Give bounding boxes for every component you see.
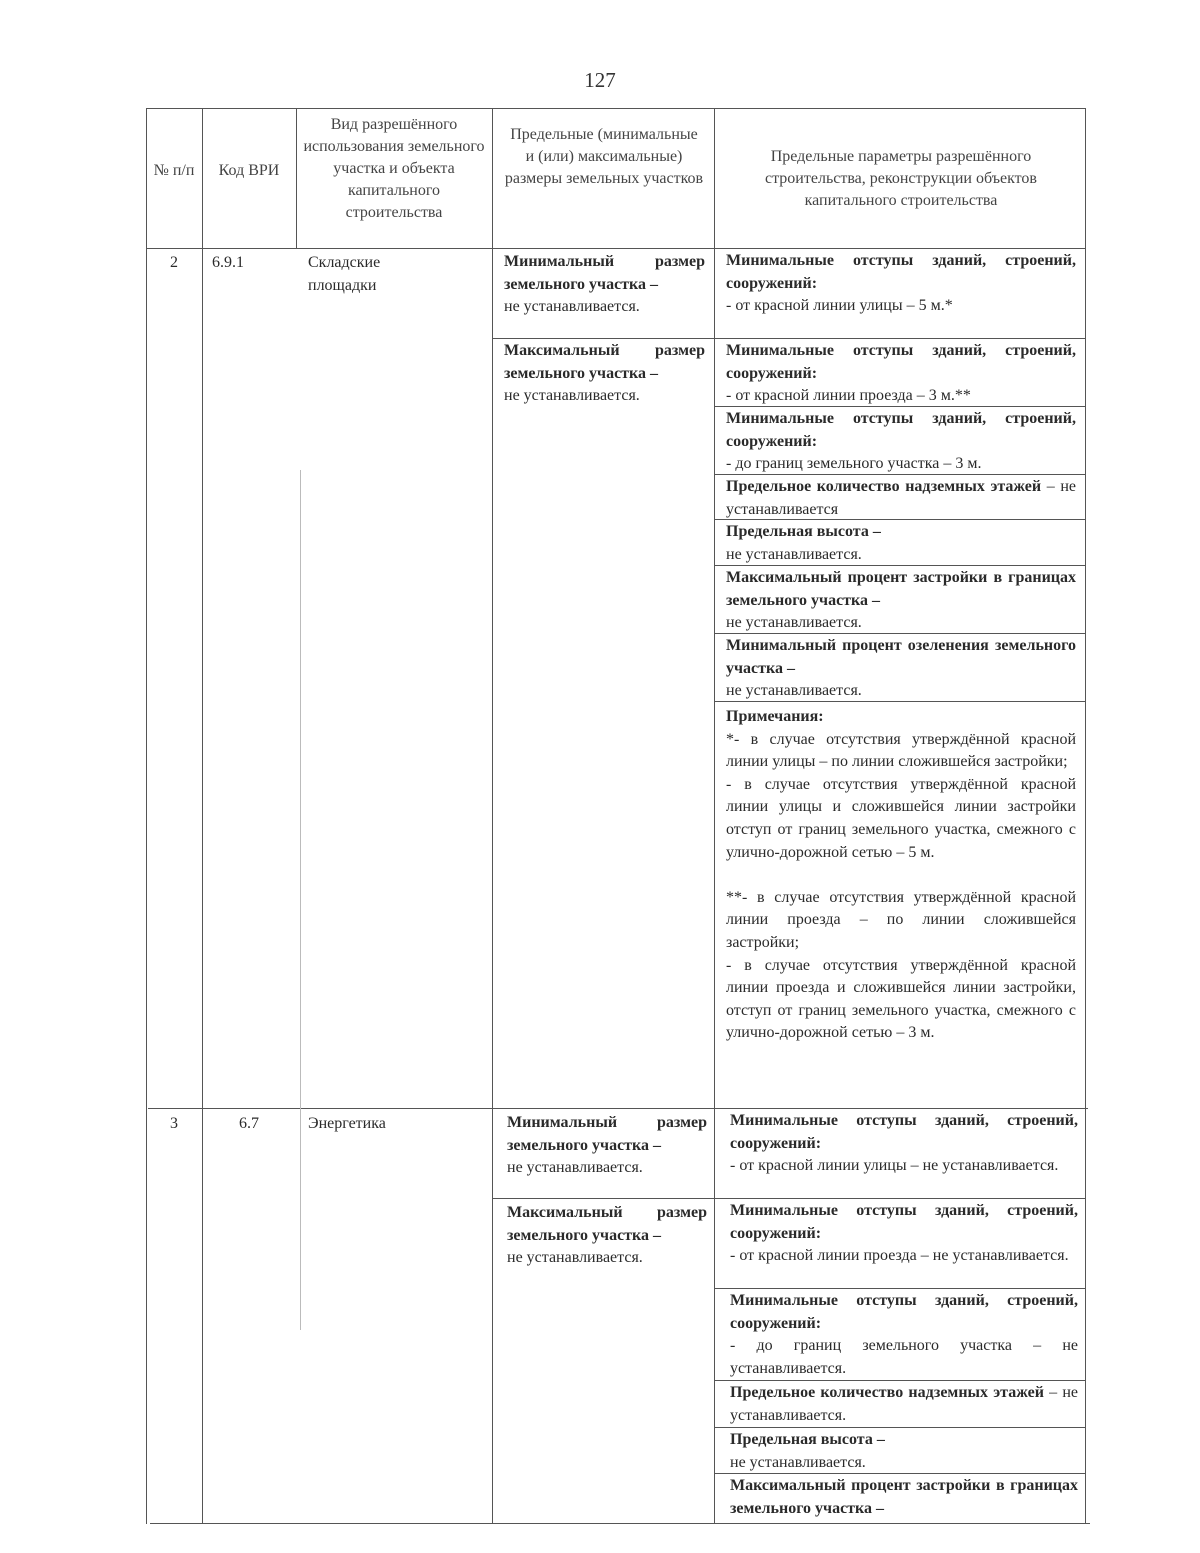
scan-artifact-line xyxy=(300,470,301,1330)
row2-param-5: Предельная высота – не устанавливается. xyxy=(726,523,881,563)
params-divider xyxy=(714,1288,1086,1289)
header-sizes: Предельные (минимальные и (или) максимальные) размеры земельных участков xyxy=(504,126,704,187)
row2-param-4: Предельное количество надземных этажей – не устанавливается xyxy=(726,478,1076,518)
row2-code: 6.9.1 xyxy=(212,254,244,271)
row3-min-size: Минимальный размер земельного участка – не устанавливается. xyxy=(507,1114,707,1177)
row3-num: 3 xyxy=(170,1115,178,1132)
header-kind: Вид разрешённого использования земельного участка и объекта капитального строительства xyxy=(303,116,485,221)
row3-code: 6.7 xyxy=(239,1115,259,1132)
row2-min-size: Минимальный размер земельного участка – не устанавливается. xyxy=(504,253,705,316)
row2-notes: Примечания: *- в случае отсутствия утверждённой красной линии улицы – по линии сложившейся застройки; - в случае отсутствия утверждённой красной линии улицы и сложившейся линии застройки отступ от границ земельного участка, смежного с улично-дорожной сетью – 5 м. **- в случае отсутствия утверждённой красной линии проезда – по линии сложившейся застройки; - в случае отсутствия утверждённой красной линии проезда и сложившейся линии застройки, отступ от границ земельного участка, смежного с улично-дорожной сетью – 3 м. xyxy=(726,708,1076,1042)
row3-param-6: Максимальный процент застройки в границах земельного участка – xyxy=(730,1477,1078,1517)
sizes-divider-row3 xyxy=(492,1198,714,1199)
col-border-2 xyxy=(296,108,297,248)
row3-max-size: Максимальный размер земельного участка – не устанавливается. xyxy=(507,1204,707,1267)
col-border-left xyxy=(146,108,147,1524)
row2-param-1: Минимальные отступы зданий, строений, сооружений: - от красной линии улицы – 5 м.* xyxy=(726,252,1076,315)
sizes-divider-row2 xyxy=(492,338,714,339)
row3-name: Энергетика xyxy=(308,1115,386,1132)
col-border-3 xyxy=(492,108,493,1524)
row3-param-2: Минимальные отступы зданий, строений, сооружений: - от красной линии проезда – не устанавливается. xyxy=(730,1202,1078,1265)
table-top-border xyxy=(146,108,1086,109)
header-bottom-border xyxy=(146,248,1086,249)
row3-param-5: Предельная высота – не устанавливается. xyxy=(730,1431,885,1471)
row2-name: Складские площадки xyxy=(308,254,381,294)
row3-param-3: Минимальные отступы зданий, строений, сооружений: - до границ земельного участка – не устанавливается. xyxy=(730,1292,1078,1377)
row2-num: 2 xyxy=(170,254,178,271)
col-border-right xyxy=(1085,108,1086,1524)
header-code: Код ВРИ xyxy=(218,162,280,179)
row2-param-6: Максимальный процент застройки в границах земельного участка – не устанавливается. xyxy=(726,569,1076,632)
row-divider xyxy=(148,1108,1088,1109)
row2-param-3: Минимальные отступы зданий, строений, сооружений: - до границ земельного участка – 3 м. xyxy=(726,410,1076,473)
params-divider xyxy=(714,338,1086,339)
row3-param-4: Предельное количество надземных этажей – не устанавливается. xyxy=(730,1384,1078,1424)
params-divider xyxy=(714,1198,1086,1199)
row2-max-size: Максимальный размер земельного участка – не устанавливается. xyxy=(504,342,705,405)
header-num: № п/п xyxy=(153,162,195,179)
table-bottom-border xyxy=(150,1523,1090,1524)
row2-param-7: Минимальный процент озеленения земельного участка – не устанавливается. xyxy=(726,637,1076,700)
row2-param-2: Минимальные отступы зданий, строений, сооружений: - от красной линии проезда – 3 м.** xyxy=(726,342,1076,405)
page-number: 127 xyxy=(584,68,616,92)
col-border-1 xyxy=(202,108,203,1524)
col-border-4 xyxy=(714,108,715,1524)
row3-param-1: Минимальные отступы зданий, строений, сооружений: - от красной линии улицы – не устанавливается. xyxy=(730,1112,1078,1175)
header-params: Предельные параметры разрешённого строительства, реконструкции объектов капитального строительства xyxy=(765,148,1037,209)
